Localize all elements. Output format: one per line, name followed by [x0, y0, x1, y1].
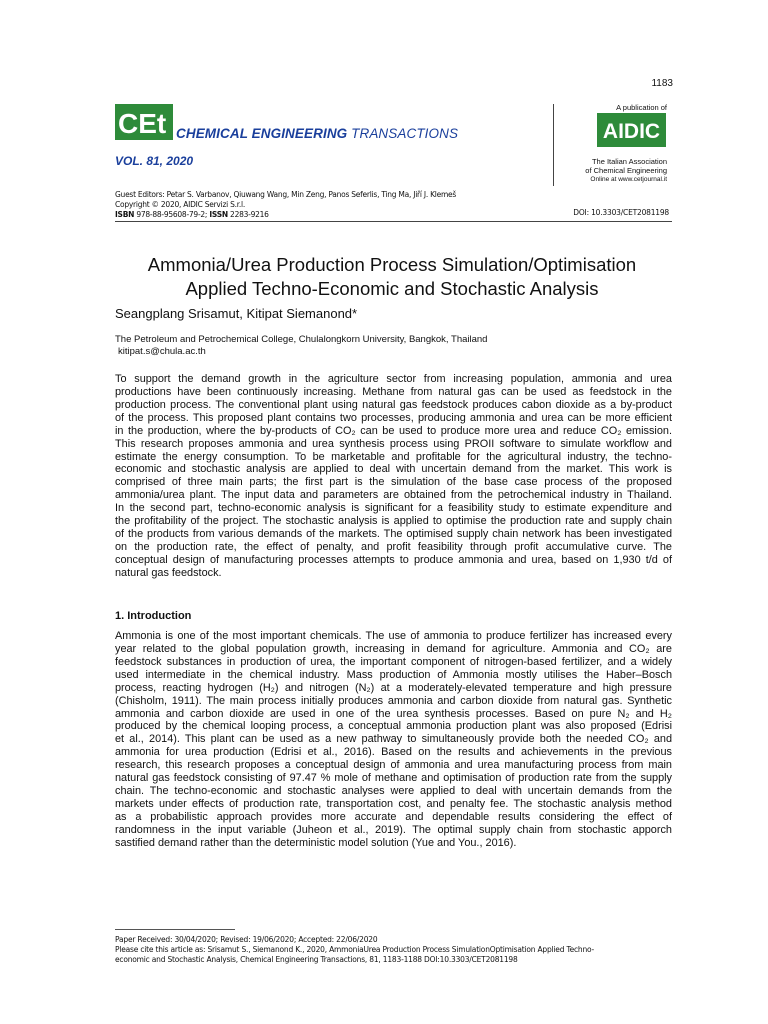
journal-name-bold: CHEMICAL ENGINEERING	[176, 126, 348, 141]
affiliation: The Petroleum and Petrochemical College, Chulalongkorn University, Bangkok, Thailand	[115, 334, 488, 345]
introduction-line: (Chisholm, 1911). The main process initially produces ammonia and carbon dioxide from natural gas. Synthetic	[115, 694, 672, 707]
footer-rule	[115, 929, 235, 930]
editors-block	[115, 190, 555, 219]
doi-value: 10.3303/CET2081198	[591, 208, 669, 217]
doi	[573, 208, 669, 217]
header-rule	[115, 221, 672, 222]
cet-logo-text: CEt	[118, 108, 167, 139]
doi-label: DOI:	[573, 208, 589, 217]
abstract-line: production process. The conventional plant using natural gas feedstock produces cabon dioxide as a by-product	[115, 398, 672, 411]
introduction-line: sastified demand rather than the deterministic model solution (Yue and You., 2016).	[115, 836, 517, 849]
issn-value: 2283-9216	[230, 209, 269, 219]
page-number: 1183	[651, 78, 673, 89]
abstract-line: In the second part, techno-economic analysis is significant for a feasibility study to estimate expenditure and	[115, 502, 672, 515]
isbn-value: 978-88-95608-79-2;	[136, 209, 208, 219]
introduction-line: markets under effects of production rate, transportation cost, and penalty fee. The stochastic analysis method	[115, 797, 672, 810]
abstract-line: of the products from various demands of the markets. The optimised supply chain network has been investigated	[115, 528, 672, 541]
abstract	[115, 373, 672, 580]
header-divider	[553, 104, 554, 186]
introduction-line: natural gas feedstock consisting of 97.47 % mole of methane and optimisation of production rate from the supply	[115, 772, 672, 785]
introduction-line: produced by the chemical looping process, a conceptual ammonia production plant was also proposed (Edrisi	[115, 720, 672, 733]
journal-name	[176, 126, 458, 141]
volume-label: VOL. 81, 2020	[115, 154, 194, 168]
isbn-label: ISBN	[115, 209, 135, 219]
publisher-online: Online at www.cetjournal.it	[590, 176, 667, 183]
issn-label: ISSN	[209, 209, 228, 219]
introduction-line: used intermediate in the chemical industry. Mass production of Ammonia mostly utilises the Haber–Bosch	[115, 668, 672, 681]
introduction-line: process, reacting hydrogen (H₂) and nitrogen (N₂) at a moderately-elevated temperature and high pressure	[115, 681, 672, 694]
authors: Seangplang Srisamut, Kitipat Siemanond*	[115, 306, 358, 321]
abstract-line: on the production rate, the effect of penalty, and profit feasibility through profit accumulative curve. The	[115, 540, 672, 553]
copyright: Copyright © 2020, AIDIC Servizi S.r.l.	[115, 199, 245, 209]
footer	[115, 935, 675, 965]
author-email[interactable]: kitipat.s@chula.ac.th	[118, 346, 206, 357]
paper-dates: Paper Received: 30/04/2020; Revised: 19/06/2020; Accepted: 22/06/2020	[115, 935, 378, 944]
publisher-name-line1: The Italian Association	[591, 157, 667, 166]
abstract-line: in the production, where the by-products of CO₂ can be used to produce more urea and reduce CO₂ emission.	[115, 424, 672, 437]
introduction-line: research, this research proposes a conceptual design of ammonia and urea manufacturing process from main	[115, 759, 672, 772]
introduction-line: randomness in the input variable (Juheon et al., 2019). The optimal supply chain from stochastic apporch	[115, 823, 672, 836]
introduction-line: chain. The techno-economic and stochastic analyses were applied to deal with uncertain demands from the	[115, 785, 672, 798]
aidic-logo-text: AIDIC	[602, 120, 661, 143]
article-title-line2: Applied Techno-Economic and Stochastic Analysis	[185, 278, 599, 299]
article-title	[100, 253, 684, 301]
introduction-line: year related to the global population growth, increasing in demand for agriculture. Ammonia and CO₂ are	[115, 642, 672, 655]
publisher-name-line2: of Chemical Engineering	[585, 166, 667, 175]
abstract-line: To support the demand growth in the agriculture sector from increasing population, ammonia and urea	[115, 373, 672, 385]
abstract-line: conceptual design of manufacturing processes attempts to produce ammonia and urea, based on 1,930 t/d of	[115, 553, 672, 566]
publication-of-label: A publication of	[616, 103, 667, 112]
introduction-line: ammonia for urea production (Edrisi et al., 2016). Based on the results and achievements in the previous	[115, 746, 672, 759]
abstract-line: estimate the energy consumption. To be marketable and profitable for the agricultural industry, the techno-	[115, 450, 672, 463]
introduction-line: as a probabilistic approach provides more accurate and dependable results considering the effect of	[115, 810, 672, 823]
article-title-line1: Ammonia/Urea Production Process Simulation/Optimisation	[147, 254, 637, 275]
journal-name-light: TRANSACTIONS	[351, 126, 459, 141]
cet-logo	[115, 104, 173, 140]
abstract-line: comprised of three main parts; the first part is the simulation of the base case process of the proposed	[115, 476, 672, 489]
abstract-line: the profitability of the project. The stochastic analysis is applied to optimise the production rate and supply chain	[115, 515, 672, 528]
introduction-line: ammonia and carbon dioxide are used in one of the urea synthesis processes. Based on pure N₂ and H₂	[115, 707, 672, 720]
introduction-line: et al., 2014). This plant can be used as a new pathway to simultaneously provide both the needed CO₂ and	[115, 733, 672, 746]
abstract-line: of the process. This proposed plant contains two processes, producing ammonia and urea can be more efficient	[115, 411, 672, 424]
introduction-line: feedstock substances in production of urea, the important component of nitrogen-based fertilizer, and a widely	[115, 655, 672, 668]
section-heading-introduction: 1. Introduction	[115, 610, 192, 622]
abstract-line: natural gas feedstock.	[115, 566, 222, 579]
introduction-body	[115, 630, 672, 850]
abstract-line: ammonia/urea plant. The input data and parameters are obtained from the petrochemical industry in Thailand.	[115, 489, 672, 502]
aidic-logo	[597, 113, 666, 147]
abstract-line: economic and stochastic analysis are applied to deal with uncertain demand from the market. This work is	[115, 463, 672, 476]
isbn-issn	[115, 210, 555, 220]
guest-editors: Guest Editors: Petar S. Varbanov, Qiuwang Wang, Min Zeng, Panos Seferlis, Ting Ma, Jiří J. Klemeš	[115, 190, 457, 199]
abstract-line: This research proposes ammonia and urea synthesis process using PROII software to simulate workflow and	[115, 437, 672, 450]
abstract-line: productions have been continuously increasing. Methane from natural gas can be used as feedstock in the	[115, 385, 672, 398]
publisher-name	[585, 157, 667, 175]
citation-line1: Please cite this article as: Srisamut S., Siemanond K., 2020, AmmoniaUrea Production Process SimulationOptimisation Applied Techno-	[115, 945, 595, 954]
citation-line2: economic and Stochastic Analysis, Chemical Engineering Transactions, 81, 1183-1188 DOI:10.3303/CET2081198	[115, 955, 518, 964]
introduction-line: Ammonia is one of the most important chemicals. The use of ammonia to produce fertilizer has increased every	[115, 630, 672, 642]
